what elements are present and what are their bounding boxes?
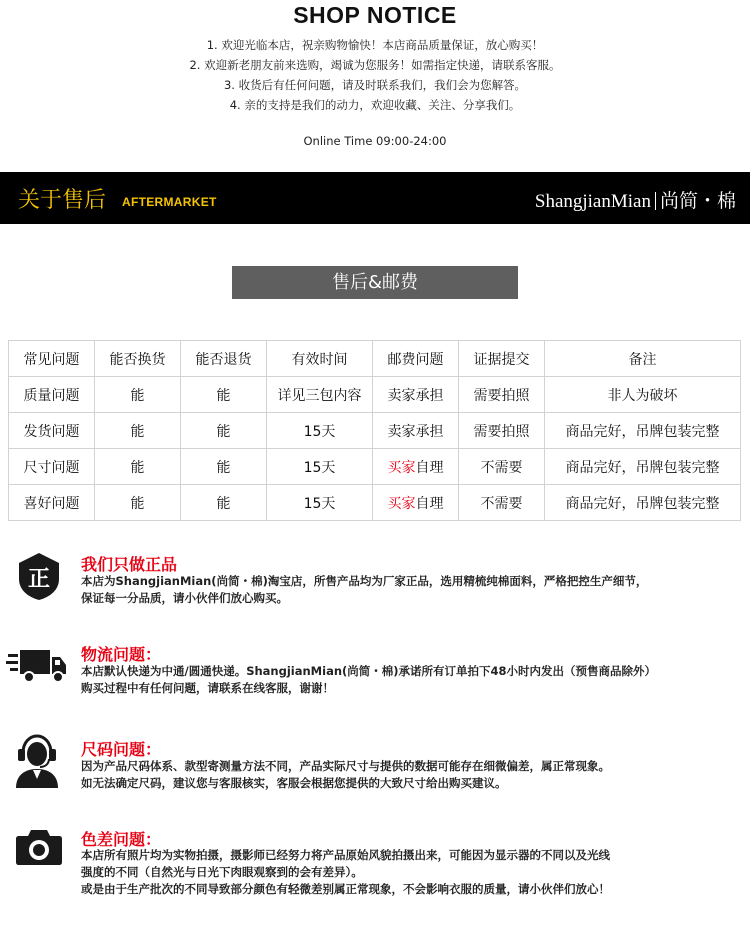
block-title: 我们只做正品 [81,555,178,574]
brand-name-cn: 尚简・棉 [659,191,736,212]
notice-lines [0,35,750,115]
aftermarket-banner [0,172,750,224]
table-cell: 详见三包内容 [267,377,373,413]
banner-title: 关于售后 [18,188,107,213]
table-cell: 需要拍照 [459,377,545,413]
notice-line: 1. 欢迎光临本店，祝亲购物愉快！本店商品质量保证，放心购买！ [206,38,544,52]
table-cell: 商品完好，吊牌包装完整 [545,485,741,521]
genuine-shield-icon [16,551,62,601]
table-cell [373,485,459,521]
header-cell: 能否换货 [95,341,181,377]
block-title: 尺码问题： [81,740,162,759]
table-cell: 能 [95,377,181,413]
block-text: 保证每一分品质，请小伙伴们放心购买。 [81,591,288,605]
table-row [9,413,741,449]
notice-line: 4. 亲的支持是我们的动力，欢迎收藏、关注、分享我们。 [229,98,521,112]
header-cell: 常见问题 [9,341,95,377]
header-cell: 证据提交 [459,341,545,377]
notice-line: 2. 欢迎新老朋友前来选购，竭诚为您服务！如需指定快递，请联系客服。 [189,58,561,72]
table-header-row [9,341,741,377]
table-cell: 喜好问题 [9,485,95,521]
block-text: 本店所有照片均为实物拍摄，摄影师已经努力将产品原始风貌拍摄出来，可能因为显示器的不同以及光线 [81,848,610,862]
shop-notice [0,0,750,148]
block-text: 因为产品尺码体系、款型寄测量方法不同，产品实际尺寸与提供的数据可能存在细微偏差，属正常现象。 [81,759,610,773]
online-time: Online Time 09:00-24:00 [303,134,447,148]
table-cell-text: 自理 [415,495,444,512]
buyer-highlight: 买家 [387,495,416,512]
table-cell-text: 自理 [415,459,444,476]
section-title: 售后&邮费 [232,266,518,299]
table-cell: 不需要 [459,485,545,521]
brand-divider [655,192,656,210]
notice-title: SHOP NOTICE [293,2,457,28]
brand-logo [535,186,736,213]
table-cell: 不需要 [459,449,545,485]
table-cell [373,449,459,485]
header-cell: 能否退货 [181,341,267,377]
table-cell: 能 [95,413,181,449]
table-cell: 尺寸问题 [9,449,95,485]
header-cell: 有效时间 [267,341,373,377]
table-cell: 非人为破坏 [545,377,741,413]
table-cell: 卖家承担 [373,413,459,449]
block-title: 色差问题： [81,830,162,849]
header-cell: 邮费问题 [373,341,459,377]
after-sales-table [8,340,741,521]
block-text: 本店为ShangjianMian(尚简・棉)淘宝店，所售产品均为厂家正品，选用精梳纯棉面料，严格把控生产细节， [81,574,648,588]
camera-icon [15,828,63,866]
table-row [9,485,741,521]
buyer-highlight: 买家 [387,459,416,476]
block-text: 本店默认快递为中通/圆通快递。ShangjianMian(尚简・棉)承诺所有订单拍下48小时内发出（预售商品除外） [81,664,657,678]
banner-subtitle: AFTERMARKET [122,195,217,209]
table-cell: 能 [181,449,267,485]
table-cell: 15天 [267,413,373,449]
block-text: 或是由于生产批次的不同导致部分颜色有轻微差别属正常现象，不会影响衣服的质量，请小伙伴们放心！ [81,882,610,896]
table-cell: 商品完好，吊牌包装完整 [545,449,741,485]
table-cell: 能 [95,449,181,485]
block-text: 强度的不同（自然光与日光下肉眼观察到的会有差异）。 [81,865,363,879]
table-cell: 能 [181,485,267,521]
table-cell: 能 [95,485,181,521]
table-row [9,377,741,413]
table-cell: 15天 [267,485,373,521]
brand-name-en: ShangjianMian [534,191,651,212]
notice-line: 3. 收货后有任何问题，请及时联系我们，我们会为您解答。 [223,78,527,92]
table-cell: 发货问题 [9,413,95,449]
table-cell: 15天 [267,449,373,485]
block-text: 如无法确定尺码，建议您与客服核实，客服会根据您提供的大致尺寸给出购买建议。 [81,776,507,790]
block-text: 购买过程中有任何问题，请联系在线客服，谢谢！ [81,681,334,695]
table-cell: 需要拍照 [459,413,545,449]
delivery-truck-icon [6,646,68,686]
block-title: 物流问题： [81,645,162,664]
table-cell: 质量问题 [9,377,95,413]
header-cell: 备注 [545,341,741,377]
table-cell: 能 [181,413,267,449]
genuine-shield-glyph: 正 [27,567,51,592]
table-cell: 商品完好，吊牌包装完整 [545,413,741,449]
table-cell: 能 [181,377,267,413]
table-row [9,449,741,485]
table-cell: 卖家承担 [373,377,459,413]
customer-service-icon [12,733,62,789]
